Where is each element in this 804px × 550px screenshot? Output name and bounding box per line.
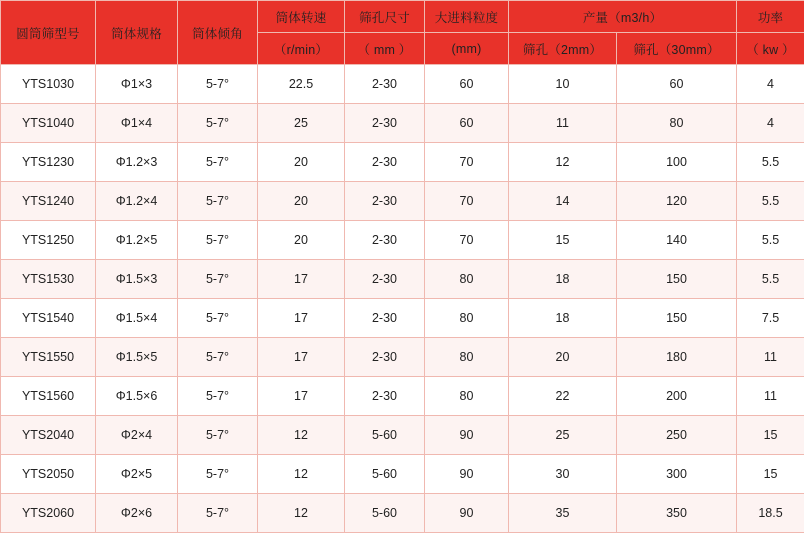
table-row bbox=[1, 221, 804, 260]
cell-speed: 17 bbox=[258, 260, 345, 299]
cell-mesh: 5-60 bbox=[345, 455, 425, 494]
table-row bbox=[1, 455, 804, 494]
cell-model: YTS1250 bbox=[1, 221, 96, 260]
cell-barrel-spec: Φ1.5×6 bbox=[96, 377, 178, 416]
cell-speed: 17 bbox=[258, 377, 345, 416]
cell-barrel-spec: Φ1.5×4 bbox=[96, 299, 178, 338]
cell-power: 11 bbox=[737, 338, 804, 377]
cell-output-2mm: 11 bbox=[509, 104, 617, 143]
cell-speed: 20 bbox=[258, 182, 345, 221]
cell-output-30mm: 200 bbox=[617, 377, 737, 416]
header-barrel-angle: 筒体倾角 bbox=[178, 1, 258, 65]
cell-feed: 90 bbox=[425, 455, 509, 494]
header-barrel-spec: 筒体规格 bbox=[96, 1, 178, 65]
cell-model: YTS2040 bbox=[1, 416, 96, 455]
cell-barrel-angle: 5-7° bbox=[178, 104, 258, 143]
cell-model: YTS1240 bbox=[1, 182, 96, 221]
table-row bbox=[1, 299, 804, 338]
cell-feed: 80 bbox=[425, 338, 509, 377]
cell-barrel-angle: 5-7° bbox=[178, 416, 258, 455]
cell-output-30mm: 140 bbox=[617, 221, 737, 260]
cell-speed: 17 bbox=[258, 338, 345, 377]
header-feed: 大进料粒度 bbox=[425, 1, 509, 33]
table-row bbox=[1, 416, 804, 455]
table-row bbox=[1, 104, 804, 143]
cell-barrel-angle: 5-7° bbox=[178, 182, 258, 221]
cell-feed: 70 bbox=[425, 143, 509, 182]
cell-model: YTS1040 bbox=[1, 104, 96, 143]
cell-output-30mm: 80 bbox=[617, 104, 737, 143]
table-body bbox=[1, 65, 804, 533]
cell-barrel-angle: 5-7° bbox=[178, 455, 258, 494]
cell-barrel-angle: 5-7° bbox=[178, 65, 258, 104]
table-row bbox=[1, 338, 804, 377]
table-row bbox=[1, 143, 804, 182]
cell-barrel-spec: Φ1.5×3 bbox=[96, 260, 178, 299]
table-row bbox=[1, 65, 804, 104]
cell-barrel-spec: Φ2×5 bbox=[96, 455, 178, 494]
cell-feed: 60 bbox=[425, 65, 509, 104]
cell-output-30mm: 300 bbox=[617, 455, 737, 494]
header-feed-unit: (mm) bbox=[425, 33, 509, 65]
cell-feed: 60 bbox=[425, 104, 509, 143]
cell-power: 18.5 bbox=[737, 494, 804, 533]
cell-power: 4 bbox=[737, 104, 804, 143]
cell-model: YTS1540 bbox=[1, 299, 96, 338]
cell-mesh: 2-30 bbox=[345, 338, 425, 377]
cell-barrel-angle: 5-7° bbox=[178, 143, 258, 182]
cell-mesh: 2-30 bbox=[345, 260, 425, 299]
cell-output-2mm: 18 bbox=[509, 299, 617, 338]
cell-output-2mm: 20 bbox=[509, 338, 617, 377]
cell-model: YTS1560 bbox=[1, 377, 96, 416]
cell-mesh: 2-30 bbox=[345, 377, 425, 416]
cell-power: 5.5 bbox=[737, 260, 804, 299]
cell-mesh: 2-30 bbox=[345, 182, 425, 221]
cell-output-30mm: 350 bbox=[617, 494, 737, 533]
cell-output-30mm: 150 bbox=[617, 260, 737, 299]
cell-barrel-angle: 5-7° bbox=[178, 494, 258, 533]
cell-barrel-angle: 5-7° bbox=[178, 260, 258, 299]
header-speed-unit: （r/min） bbox=[258, 33, 345, 65]
cell-power: 5.5 bbox=[737, 182, 804, 221]
cell-feed: 70 bbox=[425, 182, 509, 221]
cell-output-2mm: 14 bbox=[509, 182, 617, 221]
cell-speed: 12 bbox=[258, 455, 345, 494]
table-header-row-primary bbox=[1, 1, 804, 33]
cell-speed: 17 bbox=[258, 299, 345, 338]
cell-barrel-angle: 5-7° bbox=[178, 299, 258, 338]
cell-power: 11 bbox=[737, 377, 804, 416]
cell-output-30mm: 150 bbox=[617, 299, 737, 338]
cell-output-30mm: 120 bbox=[617, 182, 737, 221]
header-power: 功率 bbox=[737, 1, 804, 33]
cell-output-2mm: 15 bbox=[509, 221, 617, 260]
cell-barrel-angle: 5-7° bbox=[178, 377, 258, 416]
table-row bbox=[1, 377, 804, 416]
cell-output-2mm: 12 bbox=[509, 143, 617, 182]
cell-model: YTS1030 bbox=[1, 65, 96, 104]
cell-barrel-angle: 5-7° bbox=[178, 338, 258, 377]
cell-mesh: 2-30 bbox=[345, 143, 425, 182]
cell-power: 15 bbox=[737, 416, 804, 455]
cell-speed: 12 bbox=[258, 416, 345, 455]
cell-barrel-spec: Φ2×6 bbox=[96, 494, 178, 533]
cell-barrel-angle: 5-7° bbox=[178, 221, 258, 260]
cell-speed: 25 bbox=[258, 104, 345, 143]
cell-mesh: 5-60 bbox=[345, 494, 425, 533]
cell-output-30mm: 60 bbox=[617, 65, 737, 104]
cell-power: 5.5 bbox=[737, 221, 804, 260]
table-row bbox=[1, 260, 804, 299]
cell-barrel-spec: Φ1.2×5 bbox=[96, 221, 178, 260]
cell-output-30mm: 250 bbox=[617, 416, 737, 455]
header-output-2mm: 筛孔（2mm） bbox=[509, 33, 617, 65]
cell-output-2mm: 22 bbox=[509, 377, 617, 416]
cell-barrel-spec: Φ1.2×3 bbox=[96, 143, 178, 182]
cell-feed: 90 bbox=[425, 416, 509, 455]
cell-mesh: 5-60 bbox=[345, 416, 425, 455]
cell-feed: 80 bbox=[425, 260, 509, 299]
cell-power: 4 bbox=[737, 65, 804, 104]
cell-mesh: 2-30 bbox=[345, 65, 425, 104]
cell-power: 7.5 bbox=[737, 299, 804, 338]
cell-mesh: 2-30 bbox=[345, 299, 425, 338]
cell-model: YTS2050 bbox=[1, 455, 96, 494]
cell-barrel-spec: Φ1.2×4 bbox=[96, 182, 178, 221]
cell-model: YTS1550 bbox=[1, 338, 96, 377]
cell-speed: 22.5 bbox=[258, 65, 345, 104]
header-mesh-unit: （ mm ） bbox=[345, 33, 425, 65]
cell-power: 5.5 bbox=[737, 143, 804, 182]
cell-speed: 20 bbox=[258, 143, 345, 182]
cell-feed: 80 bbox=[425, 377, 509, 416]
table-header bbox=[1, 1, 804, 65]
cell-output-30mm: 100 bbox=[617, 143, 737, 182]
cell-speed: 20 bbox=[258, 221, 345, 260]
cell-feed: 90 bbox=[425, 494, 509, 533]
header-model: 圆筒筛型号 bbox=[1, 1, 96, 65]
table-row bbox=[1, 182, 804, 221]
header-output: 产量（m3/h） bbox=[509, 1, 737, 33]
cell-output-2mm: 35 bbox=[509, 494, 617, 533]
cell-mesh: 2-30 bbox=[345, 221, 425, 260]
header-speed: 筒体转速 bbox=[258, 1, 345, 33]
cell-model: YTS1230 bbox=[1, 143, 96, 182]
table-row bbox=[1, 494, 804, 533]
cell-barrel-spec: Φ2×4 bbox=[96, 416, 178, 455]
cell-barrel-spec: Φ1.5×5 bbox=[96, 338, 178, 377]
cell-output-2mm: 18 bbox=[509, 260, 617, 299]
cell-barrel-spec: Φ1×4 bbox=[96, 104, 178, 143]
cell-mesh: 2-30 bbox=[345, 104, 425, 143]
cell-output-2mm: 25 bbox=[509, 416, 617, 455]
cell-output-30mm: 180 bbox=[617, 338, 737, 377]
cell-power: 15 bbox=[737, 455, 804, 494]
cell-feed: 70 bbox=[425, 221, 509, 260]
header-power-unit: （ kw ） bbox=[737, 33, 804, 65]
cell-barrel-spec: Φ1×3 bbox=[96, 65, 178, 104]
cell-output-2mm: 10 bbox=[509, 65, 617, 104]
cell-model: YTS2060 bbox=[1, 494, 96, 533]
cell-model: YTS1530 bbox=[1, 260, 96, 299]
header-mesh: 筛孔尺寸 bbox=[345, 1, 425, 33]
cell-output-2mm: 30 bbox=[509, 455, 617, 494]
header-output-30mm: 筛孔（30mm） bbox=[617, 33, 737, 65]
cell-speed: 12 bbox=[258, 494, 345, 533]
cell-feed: 80 bbox=[425, 299, 509, 338]
